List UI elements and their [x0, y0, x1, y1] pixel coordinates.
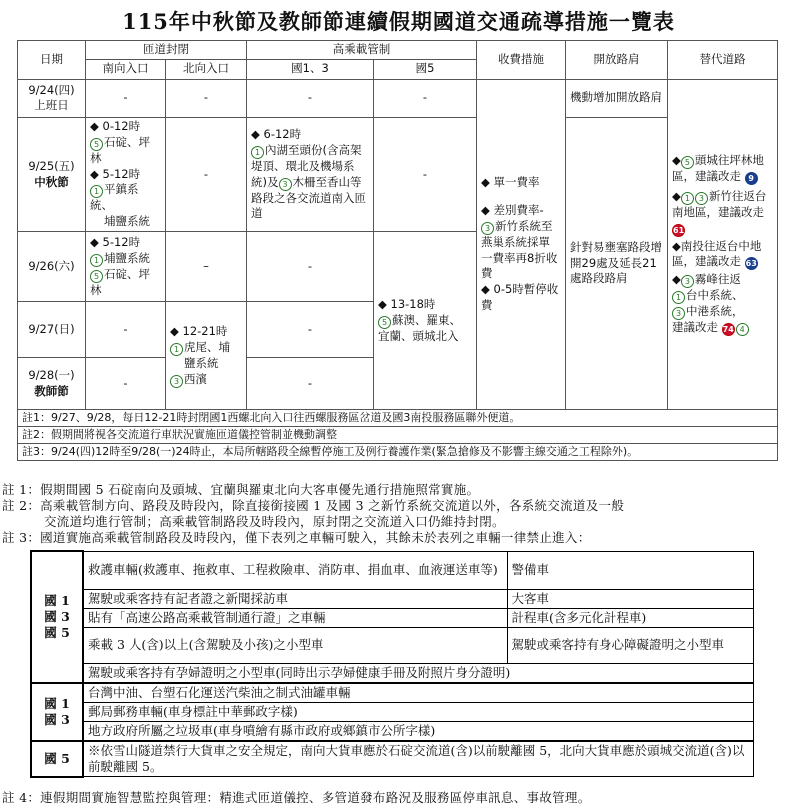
table-note-1: 註1：9/27、9/28，每日12-21時封閉國1西螺北向入口往西螺服務區岔道及國3南投服務區聯外便道。 — [18, 410, 778, 427]
route-1-icon: 1 — [681, 192, 694, 205]
route-3-icon: 3 — [279, 178, 292, 191]
group-nat-1-3: 國 1 國 3 — [31, 683, 83, 741]
table-note-2: 註2：假期間將視各交流道行車狀況實施匝道儀控管制並機動調整 — [18, 427, 778, 444]
route-1-icon: 1 — [170, 343, 183, 356]
route-1-icon: 1 — [90, 185, 103, 198]
vehicle-row: 地方政府所屬之垃圾車(車身噴繪有縣市政府或鄉鎮市公所字樣) — [83, 721, 753, 741]
alt-route-cell: ◆ 5 頭城往坪林地區，建議改走 9 ◆ 1 3 新竹往返台南地區，建議改走 61 ◆南投往返台中地區，建議改走 63 ◆ 3 霧峰往返 1 台中系統、 3 中港系統， 建議改走 74 4 — [668, 79, 778, 409]
note-4: 註 4：連假期間實施智慧監控與管理：精進式匝道儀控、多管道發布路況及服務區停車訊息、事故管理。 — [2, 790, 591, 805]
hov5-0927-cell: ◆ 13-18時 5 蘇澳、羅東、宜蘭、頭城北入 — [374, 232, 477, 410]
vehicle-row: 計程車(含多元化計程車) — [507, 608, 753, 627]
toll-line — [481, 219, 561, 283]
note-1: 註 1：假期間國 5 石碇南向及頭城、宜蘭與羅東北向大客車優先通行措施照常實施。 — [2, 482, 480, 497]
vehicle-row: 警備車 — [507, 551, 753, 589]
south-0926-cell: ◆ 5-12時 1 埔鹽系統 5 石碇、坪林 — [86, 232, 166, 302]
outer-notes — [2, 482, 795, 546]
cell: - — [374, 117, 477, 231]
note-2-cont: 交流道均進行管制；高乘載管制路段及時段內，原封閉之交流道入口仍維持封閉。 — [44, 514, 505, 529]
north-0927-cell: ◆ 12-21時 1 虎尾、埔 鹽系統 3 西濱 — [166, 302, 247, 410]
route-5-icon: 5 — [90, 138, 103, 151]
shoulder-main-cell: 針對易壅塞路段增開29處及延長21處路段路肩 — [566, 117, 668, 409]
date-cell: 9/26(六) — [18, 232, 86, 302]
date-cell: 9/24(四) 上班日 — [18, 79, 86, 117]
vehicle-row: 駕駛或乘客持有孕婦證明之小型車(同時出示孕婦健康手冊及附照片身分證明) — [83, 663, 753, 683]
cell: - — [247, 358, 374, 410]
toll-cell — [477, 79, 566, 409]
shoulder-cell-0924: 機動增加開放路肩 — [566, 79, 668, 117]
route-4-icon: 4 — [736, 323, 749, 336]
toll-line-text: 新竹系統至燕巢系統採單一費率再8折收費 — [481, 218, 558, 281]
vehicle-row: 台灣中油、台塑石化運送汽柴油之制式油罐車輛 — [83, 683, 753, 703]
header-shoulder: 開放路肩 — [566, 41, 668, 80]
south-0925-cell: ◆ 0-12時 5 石碇、坪林 ◆ 5-12時 1 平鎮系統、 埔鹽系統 — [86, 117, 166, 231]
cell: - — [374, 79, 477, 117]
toll-line: ◆ 0-5時暫停收費 — [481, 282, 559, 313]
traffic-measures-table — [17, 40, 778, 461]
vehicle-row: 貼有「高速公路高乘載管制通行證」之車輛 — [83, 608, 507, 627]
cell: - — [86, 358, 166, 410]
vehicle-row: ※依雪山隧道禁行大貨車之安全規定，南向大貨車應於石碇交流道(含)以前駛離國 5，北向大貨車應於頭城交流道(含)以前駛離國 5。 — [83, 741, 753, 777]
shield-74-icon: 74 — [722, 325, 734, 335]
route-3-icon: 3 — [481, 222, 494, 235]
header-date: 日期 — [18, 41, 86, 80]
header-alt-route: 替代道路 — [668, 41, 778, 80]
route-1-icon: 1 — [90, 254, 103, 267]
vehicle-row: 乘載 3 人(含)以上(含駕駛及小孩)之小型車 — [83, 627, 507, 663]
table-note-3: 註3：9/24(四)12時至9/28(一)24時止，本局所轄路段全線暫停施工及例行養護作業(緊急搶修及不影響主線交通之工程除外)。 — [18, 444, 778, 461]
group-nat-1-3-5: 國 1 國 3 國 5 — [31, 551, 83, 683]
group-nat-5: 國 5 — [31, 741, 83, 777]
vehicle-row: 郵局郵務車輛(車身標註中華郵政字樣) — [83, 702, 753, 721]
outer-note-4 — [2, 790, 795, 806]
toll-line: ◆ 差別費率- — [481, 202, 544, 217]
shield-9-icon: 9 — [745, 172, 758, 185]
cell: - — [86, 79, 166, 117]
vehicle-row: 大客車 — [507, 589, 753, 608]
header-northbound: 北向入口 — [166, 59, 247, 79]
hov13-0925-cell: ◆ 6-12時 1 內湖至頭份(含高架堤頂、環北及機場系統)及 3 木柵至香山等路段之各交流道南入匝道 — [247, 117, 374, 231]
date-cell: 9/27(日) — [18, 302, 86, 358]
date-cell: 9/25(五) 中秋節 — [18, 117, 86, 231]
vehicle-row: 駕駛或乘客持有記者證之新聞採訪車 — [83, 589, 507, 608]
permitted-vehicles-table — [30, 550, 754, 778]
cell: - — [86, 302, 166, 358]
route-5-icon: 5 — [378, 316, 391, 329]
header-ramp-closure: 匝道封閉 — [86, 41, 247, 60]
route-3-icon: 3 — [672, 307, 685, 320]
shield-61-icon: 61 — [673, 225, 685, 235]
route-3-icon: 3 — [170, 375, 183, 388]
note-3: 註 3：國道實施高乘載管制路段及時段內，僅下表列之車輛可駛入，其餘未於表列之車輛一律禁止進入： — [2, 530, 591, 545]
toll-line: ◆ 單一費率 — [481, 175, 540, 189]
cell: - — [247, 302, 374, 358]
cell: - — [166, 79, 247, 117]
route-1-icon: 1 — [251, 146, 264, 159]
note-2: 註 2：高乘載管制方向、路段及時段內，除直接銜接國 1 及國 3 之新竹系統交流道以外，各系統交流道及一般 — [2, 498, 625, 513]
cell: - — [247, 79, 374, 117]
vehicle-row: 駕駛或乘客持有身心障礙證明之小型車 — [507, 627, 753, 663]
header-hov: 高乘載管制 — [247, 41, 477, 60]
route-3-icon: 3 — [695, 192, 708, 205]
route-1-icon: 1 — [672, 291, 685, 304]
vehicle-row: 救護車輛(救護車、拖救車、工程救險車、消防車、捐血車、血液運送車等) — [83, 551, 507, 589]
shield-63-icon: 63 — [745, 259, 757, 269]
cell: - — [247, 232, 374, 302]
page-title: 115年中秋節及教師節連續假期國道交通疏導措施一覽表 — [122, 9, 675, 34]
header-nat1-3: 國1、3 — [247, 59, 374, 79]
cell: – — [166, 232, 247, 302]
route-5-icon: 5 — [90, 270, 103, 283]
date-cell: 9/28(一) 教師節 — [18, 358, 86, 410]
header-southbound: 南向入口 — [86, 59, 166, 79]
route-5-icon: 5 — [681, 156, 694, 169]
cell: - — [166, 117, 247, 231]
header-toll: 收費措施 — [477, 41, 566, 80]
route-3-icon: 3 — [681, 275, 694, 288]
header-nat5: 國5 — [374, 59, 477, 79]
